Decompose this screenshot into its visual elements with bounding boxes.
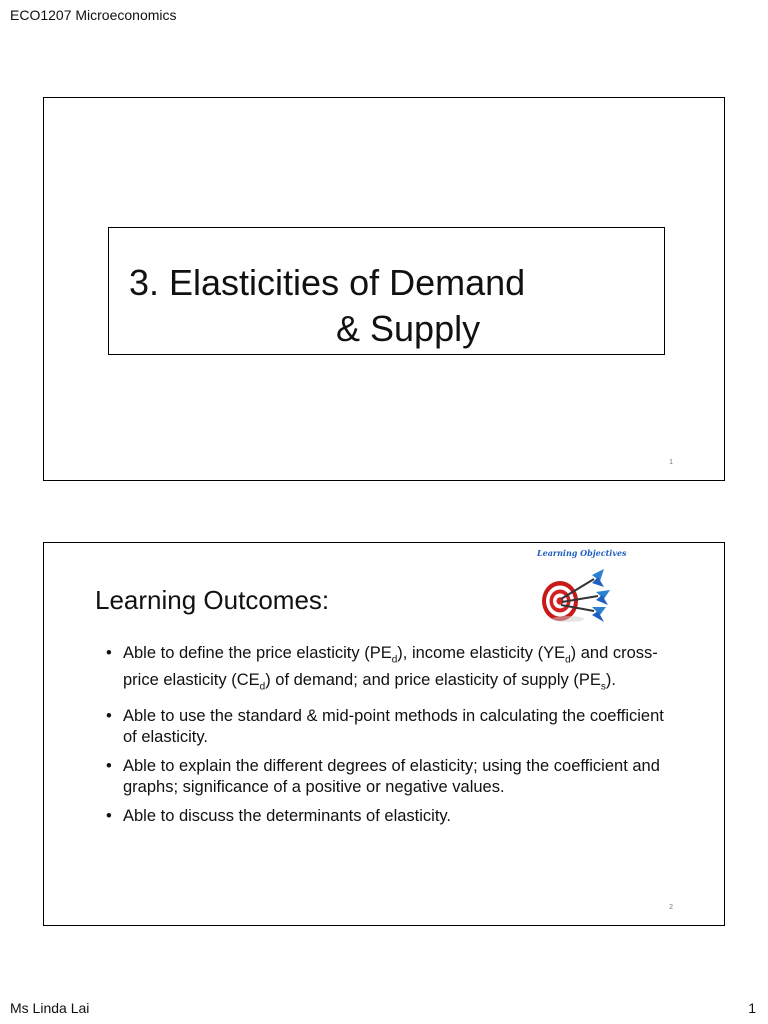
subscript-d: d xyxy=(259,681,266,693)
bullet-text: ). xyxy=(605,671,616,690)
target-with-darts-icon xyxy=(536,565,616,627)
subscript-s: s xyxy=(600,681,606,693)
learning-outcomes-heading: Learning Outcomes: xyxy=(95,585,330,615)
list-item xyxy=(106,643,666,698)
page-footer-author: Ms Linda Lai xyxy=(10,1000,90,1016)
slide-title-line-2: & Supply xyxy=(336,308,481,349)
subscript-d: d xyxy=(391,654,398,666)
bullet-text: ), income elasticity (YE xyxy=(397,644,566,662)
slide-number: 2 xyxy=(669,904,673,911)
slide-2 xyxy=(43,542,725,926)
bullet-text: ) and cross-price elasticity (CE xyxy=(123,644,658,690)
list-item: • Able to use the standard & mid-point methods in calculating the coefficient of elasticity. xyxy=(106,706,666,748)
subscript-d: d xyxy=(565,654,571,666)
learning-objectives-caption: Learning Objectives xyxy=(537,548,627,558)
bullet-text: Able to define the price elasticity (PE xyxy=(123,644,392,662)
title-box xyxy=(108,227,665,355)
page-number: 1 xyxy=(748,1000,756,1016)
page-header: ECO1207 Microeconomics xyxy=(10,7,177,23)
list-item: • Able to discuss the determinants of elasticity. xyxy=(106,806,666,827)
slide-number: 1 xyxy=(669,459,673,466)
learning-outcomes-list xyxy=(106,643,666,835)
slide-1 xyxy=(43,97,725,481)
bullet-text: ) of demand; and price elasticity of supply (PE xyxy=(265,671,601,690)
slide-title-line-1: 3. Elasticities of Demand xyxy=(129,262,526,303)
list-item: • Able to explain the different degrees of elasticity; using the coefficient and graphs; significance of a positive or negative values. xyxy=(106,756,666,798)
